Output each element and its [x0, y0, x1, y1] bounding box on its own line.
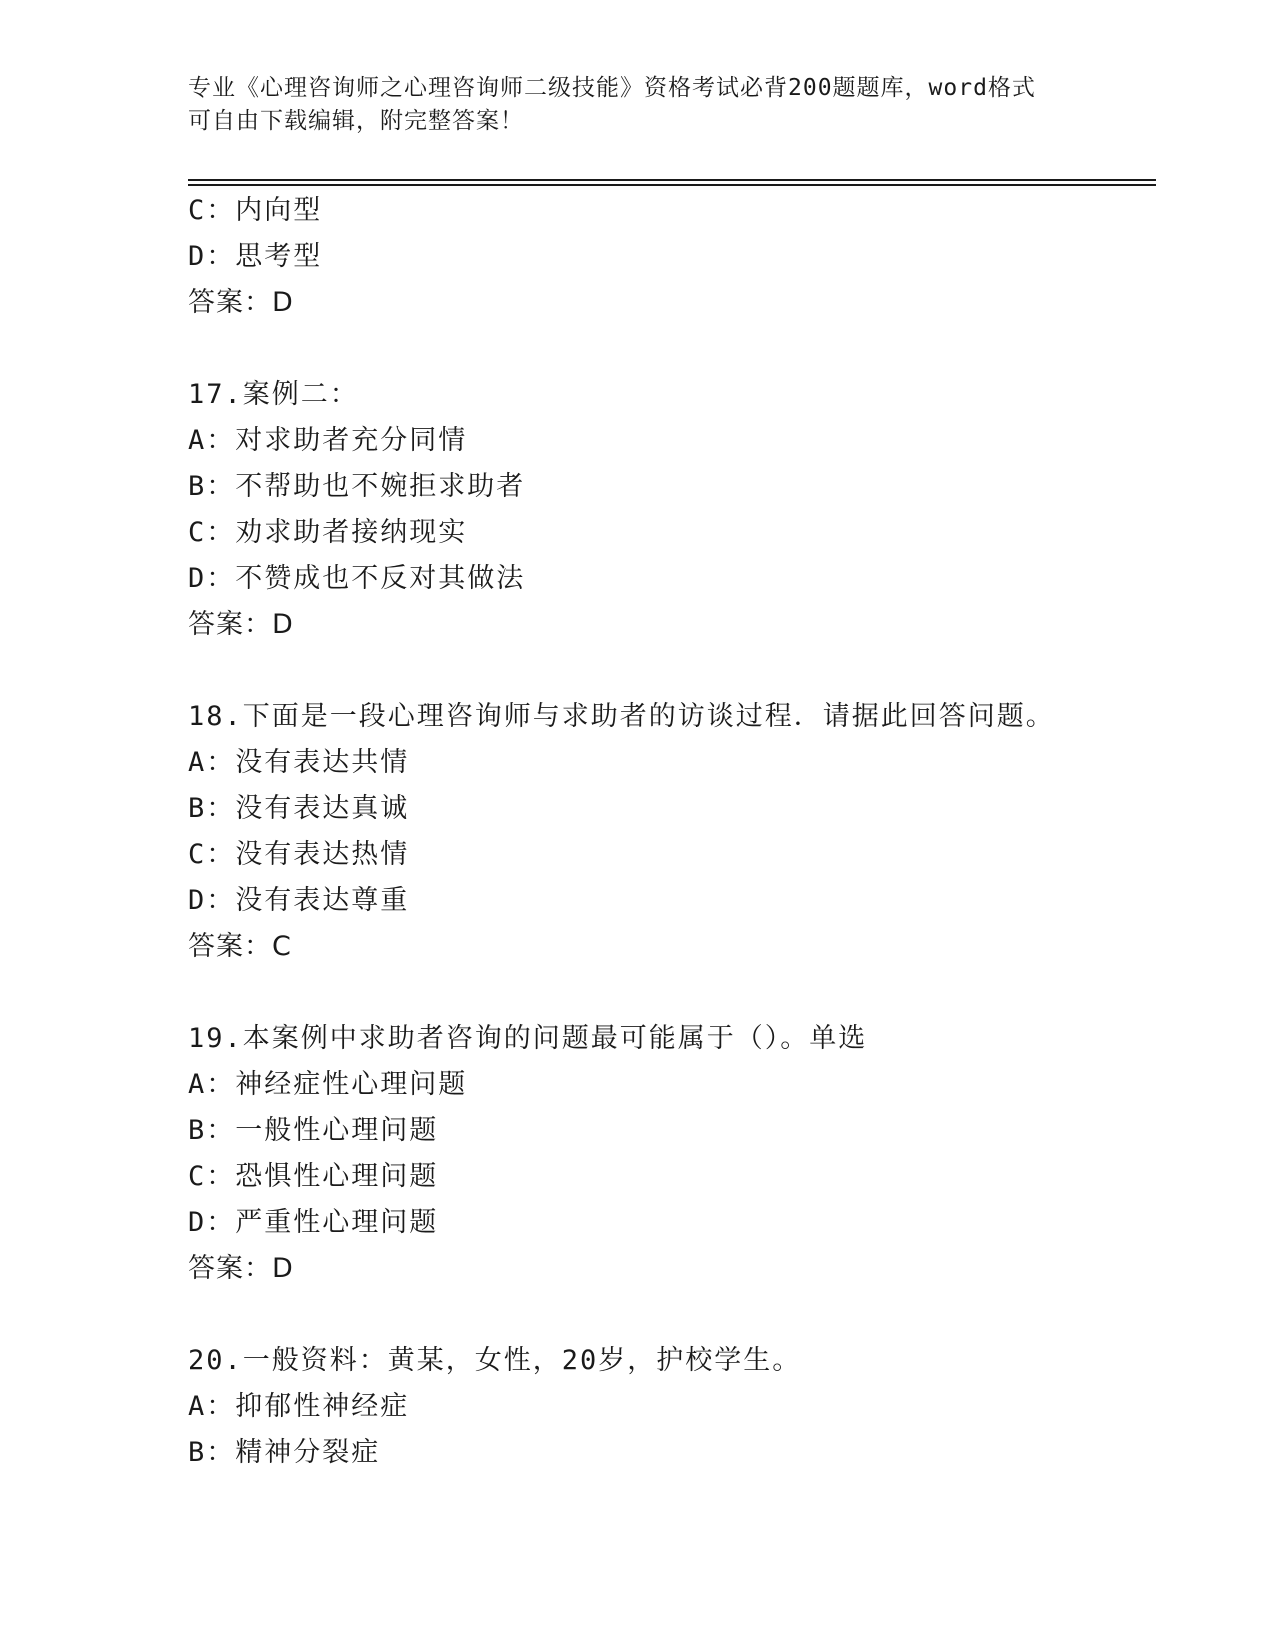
answer-line: 答案：D	[188, 1253, 294, 1284]
question-18	[188, 694, 1156, 970]
option-a: A：神经症性心理问题	[188, 1069, 468, 1100]
question-20	[188, 1338, 1156, 1476]
option-c: C：内向型	[188, 195, 323, 226]
question-16-continued	[188, 188, 1156, 326]
question-stem: 20.一般资料：黄某，女性，20岁，护校学生。	[188, 1345, 802, 1376]
question-stem: 17.案例二：	[188, 379, 359, 410]
header-divider-top	[188, 179, 1156, 181]
option-b: B：一般性心理问题	[188, 1115, 439, 1146]
spacer	[188, 1292, 1156, 1338]
option-a: A：抑郁性神经症	[188, 1391, 410, 1422]
answer-line: 答案：D	[188, 609, 294, 640]
answer-line: 答案：D	[188, 287, 294, 318]
question-17	[188, 372, 1156, 648]
header-divider-bottom	[188, 184, 1156, 186]
header-line-1: 专业《心理咨询师之心理咨询师二级技能》资格考试必背200题题库，word格式	[188, 75, 1036, 101]
option-d: D：严重性心理问题	[188, 1207, 439, 1238]
option-c: C：劝求助者接纳现实	[188, 517, 468, 548]
option-c: C：没有表达热情	[188, 839, 410, 870]
question-19	[188, 1016, 1156, 1292]
spacer	[188, 970, 1156, 1016]
question-stem: 19.本案例中求助者咨询的问题最可能属于（）。单选	[188, 1023, 868, 1054]
option-d: D：没有表达尊重	[188, 885, 410, 916]
page-header	[188, 72, 1088, 138]
option-b: B：精神分裂症	[188, 1437, 381, 1468]
question-stem: 18.下面是一段心理咨询师与求助者的访谈过程．请据此回答问题。	[188, 701, 1055, 732]
question-list	[188, 188, 1156, 1476]
option-a: A：对求助者充分同情	[188, 425, 468, 456]
option-c: C：恐惧性心理问题	[188, 1161, 439, 1192]
spacer	[188, 326, 1156, 372]
option-d: D：不赞成也不反对其做法	[188, 563, 526, 594]
answer-line: 答案：C	[188, 931, 292, 962]
spacer	[188, 648, 1156, 694]
header-line-2: 可自由下载编辑，附完整答案！	[188, 108, 524, 134]
option-b: B：不帮助也不婉拒求助者	[188, 471, 526, 502]
option-b: B：没有表达真诚	[188, 793, 410, 824]
option-a: A：没有表达共情	[188, 747, 410, 778]
option-d: D：思考型	[188, 241, 323, 272]
